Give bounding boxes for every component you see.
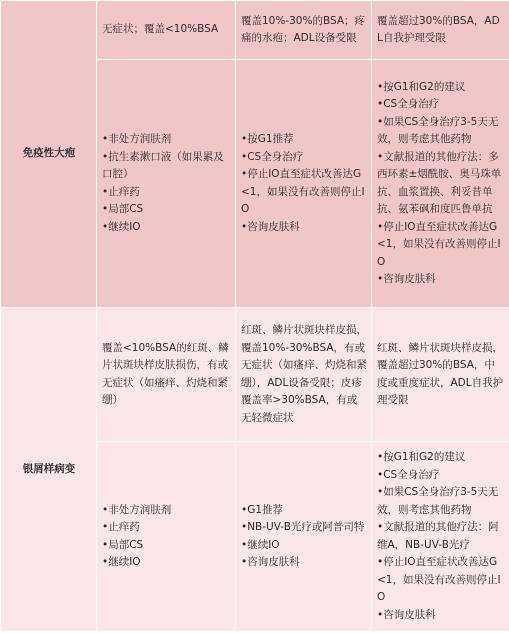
treatment-item: •止痒药 bbox=[102, 185, 140, 198]
treatment-item: •CS全身治疗 bbox=[241, 150, 304, 163]
grade2-criteria: 覆盖10%-30%的BSA；疼痛的水疱；ADL设备受限 bbox=[236, 1, 372, 60]
treatment-item: •止痒药 bbox=[102, 521, 140, 533]
treatment-item: •咨询皮肤科 bbox=[377, 608, 436, 621]
treatment-item: •局部CS bbox=[102, 538, 144, 551]
treatment-item: •非处方润肤剂 bbox=[102, 133, 172, 145]
grade-row bbox=[1, 1, 509, 60]
treatment-item: •CS全身治疗 bbox=[377, 468, 440, 481]
grade1-treatment bbox=[97, 60, 236, 308]
treatment-item: •非处方润肤剂 bbox=[102, 503, 172, 516]
treatment-item: •停止IO直至症状改善达G<1，如果没有改善则停止IO bbox=[377, 220, 501, 268]
grade2-criteria: 红斑、鳞片状斑块样皮损，覆盖10%-30%BSA，有或无症状（如瘙痒、灼烧和紧绷），ADL设备受限；皮疹覆盖率>30%BSA，有或无轻微症状 bbox=[236, 308, 372, 442]
treatment-item: •抗生素漱口液（如果累及口腔） bbox=[102, 150, 224, 180]
grade1-treatment bbox=[97, 442, 236, 632]
grade-row bbox=[1, 308, 509, 442]
treatment-item: •按G1和G2的建议 bbox=[377, 451, 466, 463]
treatment-item: •局部CS bbox=[102, 203, 144, 215]
grade2-treatment bbox=[236, 442, 372, 632]
category-label: 免疫性大疱 bbox=[1, 1, 97, 308]
treatment-item: •如果CS全身治疗3-5天无效，则考虑其他药物 bbox=[377, 115, 499, 145]
grade3-criteria: 红斑、鳞片状斑块样皮损，覆盖超过30%的BSA，中度或重度症状，ADL自我护理受限 bbox=[372, 308, 509, 442]
treatment-item: •继续IO bbox=[102, 220, 141, 233]
treatment-item: •如果CS全身治疗3-5天无效，则考虑其他药物 bbox=[377, 486, 499, 516]
treatment-item: •按G1和G2的建议 bbox=[377, 80, 466, 93]
treatment-item: •G1推荐 bbox=[241, 503, 284, 516]
grade2-treatment bbox=[236, 60, 372, 308]
treatment-item: •继续IO bbox=[241, 538, 280, 551]
treatment-item: •按G1推荐 bbox=[241, 133, 294, 145]
grade3-criteria: 覆盖超过30%的BSA，ADL自我护理受限 bbox=[372, 1, 509, 60]
treatment-item: •咨询皮肤科 bbox=[241, 556, 300, 568]
treatment-item: •咨询皮肤科 bbox=[241, 220, 300, 233]
grade1-criteria: 覆盖<10%BSA的红斑、鳞片状斑块样皮肤损伤，有或无症状（如瘙痒、灼烧和紧绷） bbox=[97, 308, 236, 442]
grade3-treatment bbox=[372, 60, 509, 308]
category-label: 银屑样病变 bbox=[1, 308, 97, 632]
treatment-item: •继续IO bbox=[102, 556, 141, 568]
grade3-treatment bbox=[372, 442, 509, 632]
treatment-item: •停止IO直至症状改善达G<1，如果没有改善则停止IO bbox=[241, 168, 365, 215]
treatment-item: •CS全身治疗 bbox=[377, 98, 440, 110]
treatment-item: •文献报道的其他疗法：阿维A，NB-UV-B光疗 bbox=[377, 521, 499, 551]
treatment-item: •停止IO直至症状改善达G<1，如果没有改善则停止IO bbox=[377, 556, 501, 603]
treatment-item: •NB-UV-B光疗或阿普司特 bbox=[241, 521, 365, 533]
treatment-item: •文献报道的其他疗法：多西环素±烟酰胺、奥马珠单抗、血浆置换、利妥昔单抗、氨苯砜和度匹鲁单抗 bbox=[377, 150, 502, 215]
grade1-criteria: 无症状；覆盖<10%BSA bbox=[97, 1, 236, 60]
treatment-item: •咨询皮肤科 bbox=[377, 273, 436, 285]
